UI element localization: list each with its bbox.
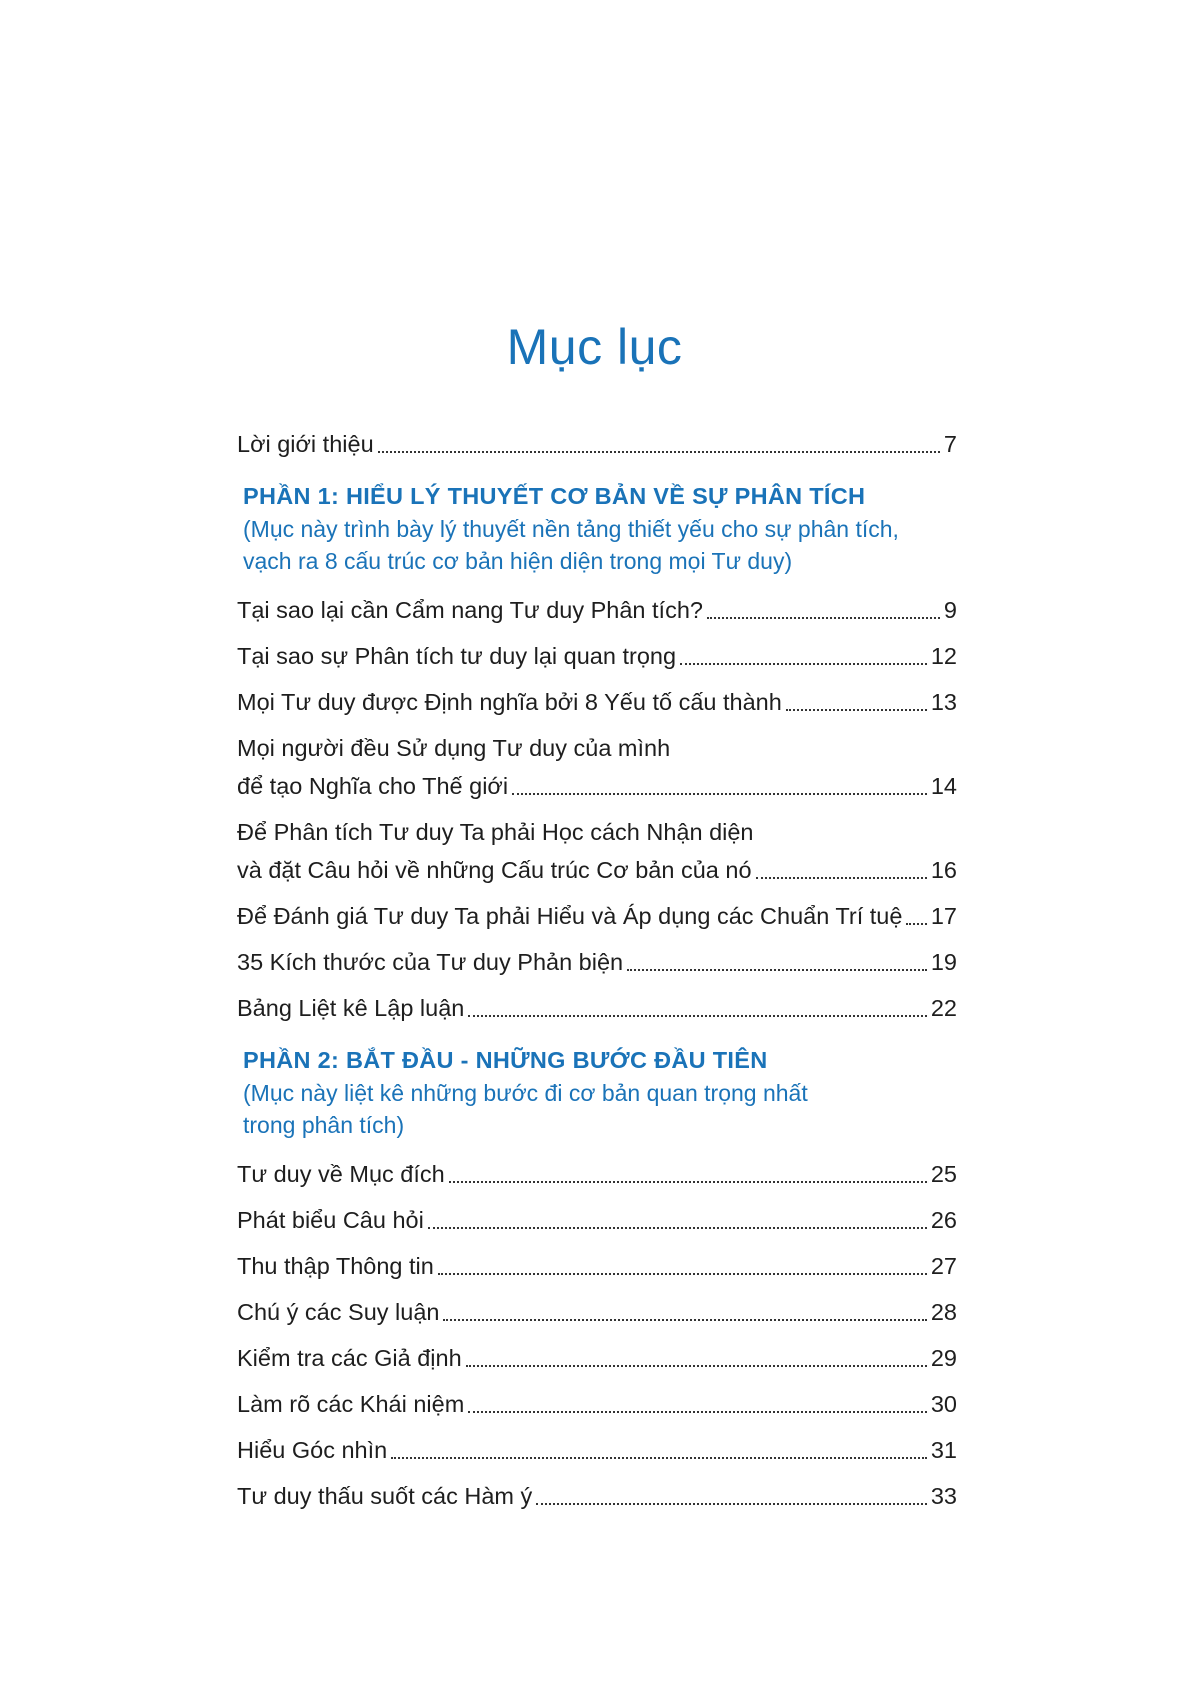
toc-entry[interactable] <box>237 1477 957 1515</box>
dot-leader <box>680 663 927 665</box>
toc-entry-label: Lời giới thiệu <box>237 431 374 457</box>
page-title: Mục lục <box>506 319 683 375</box>
toc-entry[interactable] <box>237 1247 957 1285</box>
dot-leader <box>468 1411 927 1413</box>
toc-entry-page: 16 <box>930 857 957 883</box>
toc-parts <box>237 479 957 1515</box>
toc-entry-page: 12 <box>930 643 957 669</box>
toc-entry[interactable] <box>237 1339 957 1377</box>
toc-entry-page: 19 <box>930 949 957 975</box>
toc-entry-label: để tạo Nghĩa cho Thế giới <box>237 773 509 799</box>
dot-leader <box>378 451 940 453</box>
section-description-line: trong phân tích) <box>243 1112 405 1138</box>
toc-entry-page: 22 <box>930 995 957 1021</box>
dot-leader <box>449 1181 927 1183</box>
dot-leader <box>468 1015 927 1017</box>
dot-leader <box>438 1273 927 1275</box>
toc-entry[interactable] <box>237 729 957 805</box>
dot-leader <box>512 793 927 795</box>
toc-entry[interactable] <box>237 591 957 629</box>
section-description <box>237 1077 957 1141</box>
toc-entry[interactable] <box>237 637 957 675</box>
dot-leader <box>707 617 940 619</box>
toc-entry[interactable] <box>237 813 957 889</box>
table-of-contents <box>237 425 957 1523</box>
dot-leader <box>756 877 927 879</box>
toc-entry-intro[interactable] <box>237 425 957 463</box>
dot-leader <box>627 969 927 971</box>
toc-entry-label: Để Đánh giá Tư duy Ta phải Hiểu và Áp dụng các Chuẩn Trí tuệ <box>237 903 903 929</box>
toc-entry-label: Mọi Tư duy được Định nghĩa bởi 8 Yếu tố cấu thành <box>237 689 782 715</box>
toc-entry-page: 25 <box>930 1161 957 1187</box>
dot-leader <box>466 1365 927 1367</box>
toc-entry-label: Phát biểu Câu hỏi <box>237 1207 424 1233</box>
toc-entry-page: 28 <box>930 1299 957 1325</box>
toc-entry-page: 7 <box>943 431 957 457</box>
toc-entry-label: và đặt Câu hỏi về những Cấu trúc Cơ bản của nó <box>237 857 752 883</box>
dot-leader <box>536 1503 927 1505</box>
toc-entry[interactable] <box>237 1155 957 1193</box>
toc-entry-label: 35 Kích thước của Tư duy Phản biện <box>237 949 624 975</box>
toc-entry-label: Mọi người đều Sử dụng Tư duy của mình <box>237 735 671 761</box>
toc-entry-label: Chú ý các Suy luận <box>237 1299 440 1325</box>
toc-entry-page: 33 <box>930 1483 957 1509</box>
section-description-line: (Mục này trình bày lý thuyết nền tảng thiết yếu cho sự phân tích, <box>243 516 899 542</box>
toc-entry-label: Làm rõ các Khái niệm <box>237 1391 465 1417</box>
toc-entry-label: Hiểu Góc nhìn <box>237 1437 388 1463</box>
toc-entry[interactable] <box>237 683 957 721</box>
toc-entry-page: 9 <box>943 597 957 623</box>
toc-entry-label: Tư duy thấu suốt các Hàm ý <box>237 1483 533 1509</box>
toc-entry-label: Tại sao sự Phân tích tư duy lại quan trọng <box>237 643 677 669</box>
dot-leader <box>786 709 927 711</box>
toc-entry-last-line <box>237 767 957 805</box>
toc-entry[interactable] <box>237 897 957 935</box>
toc-entry-page: 13 <box>930 689 957 715</box>
section-heading-part-1[interactable]: PHẦN 1: HIỂU LÝ THUYẾT CƠ BẢN VỀ SỰ PHÂN TÍCH <box>243 483 866 509</box>
section-heading-part-2[interactable]: PHẦN 2: BẮT ĐẦU - NHỮNG BƯỚC ĐẦU TIÊN <box>243 1047 768 1073</box>
toc-entry[interactable] <box>237 1385 957 1423</box>
dot-leader <box>906 923 926 925</box>
toc-entry-page: 30 <box>930 1391 957 1417</box>
toc-entry[interactable] <box>237 943 957 981</box>
toc-entry-page: 14 <box>930 773 957 799</box>
toc-entry-label: Để Phân tích Tư duy Ta phải Học cách Nhận diện <box>237 819 754 845</box>
toc-entry-page: 17 <box>930 903 957 929</box>
toc-entry-label: Kiểm tra các Giả định <box>237 1345 462 1371</box>
toc-entry-page: 27 <box>930 1253 957 1279</box>
toc-entry-label: Thu thập Thông tin <box>237 1253 434 1279</box>
toc-entry[interactable] <box>237 1293 957 1331</box>
section-description-line: vạch ra 8 cấu trúc cơ bản hiện diện trong mọi Tư duy) <box>243 548 793 574</box>
toc-entry-label: Tại sao lại cần Cẩm nang Tư duy Phân tích? <box>237 597 703 623</box>
section-description-line: (Mục này liệt kê những bước đi cơ bản quan trọng nhất <box>243 1080 808 1106</box>
toc-entry-page: 29 <box>930 1345 957 1371</box>
toc-entry-label: Tư duy về Mục đích <box>237 1161 445 1187</box>
toc-entry-label: Bảng Liệt kê Lập luận <box>237 995 465 1021</box>
dot-leader <box>443 1319 926 1321</box>
dot-leader <box>391 1457 927 1459</box>
toc-entry-last-line <box>237 851 957 889</box>
dot-leader <box>428 1227 927 1229</box>
toc-entry[interactable] <box>237 1431 957 1469</box>
toc-entry[interactable] <box>237 1201 957 1239</box>
section-description <box>237 513 957 577</box>
toc-entry[interactable] <box>237 989 957 1027</box>
toc-entry-page: 31 <box>930 1437 957 1463</box>
toc-entry-page: 26 <box>930 1207 957 1233</box>
